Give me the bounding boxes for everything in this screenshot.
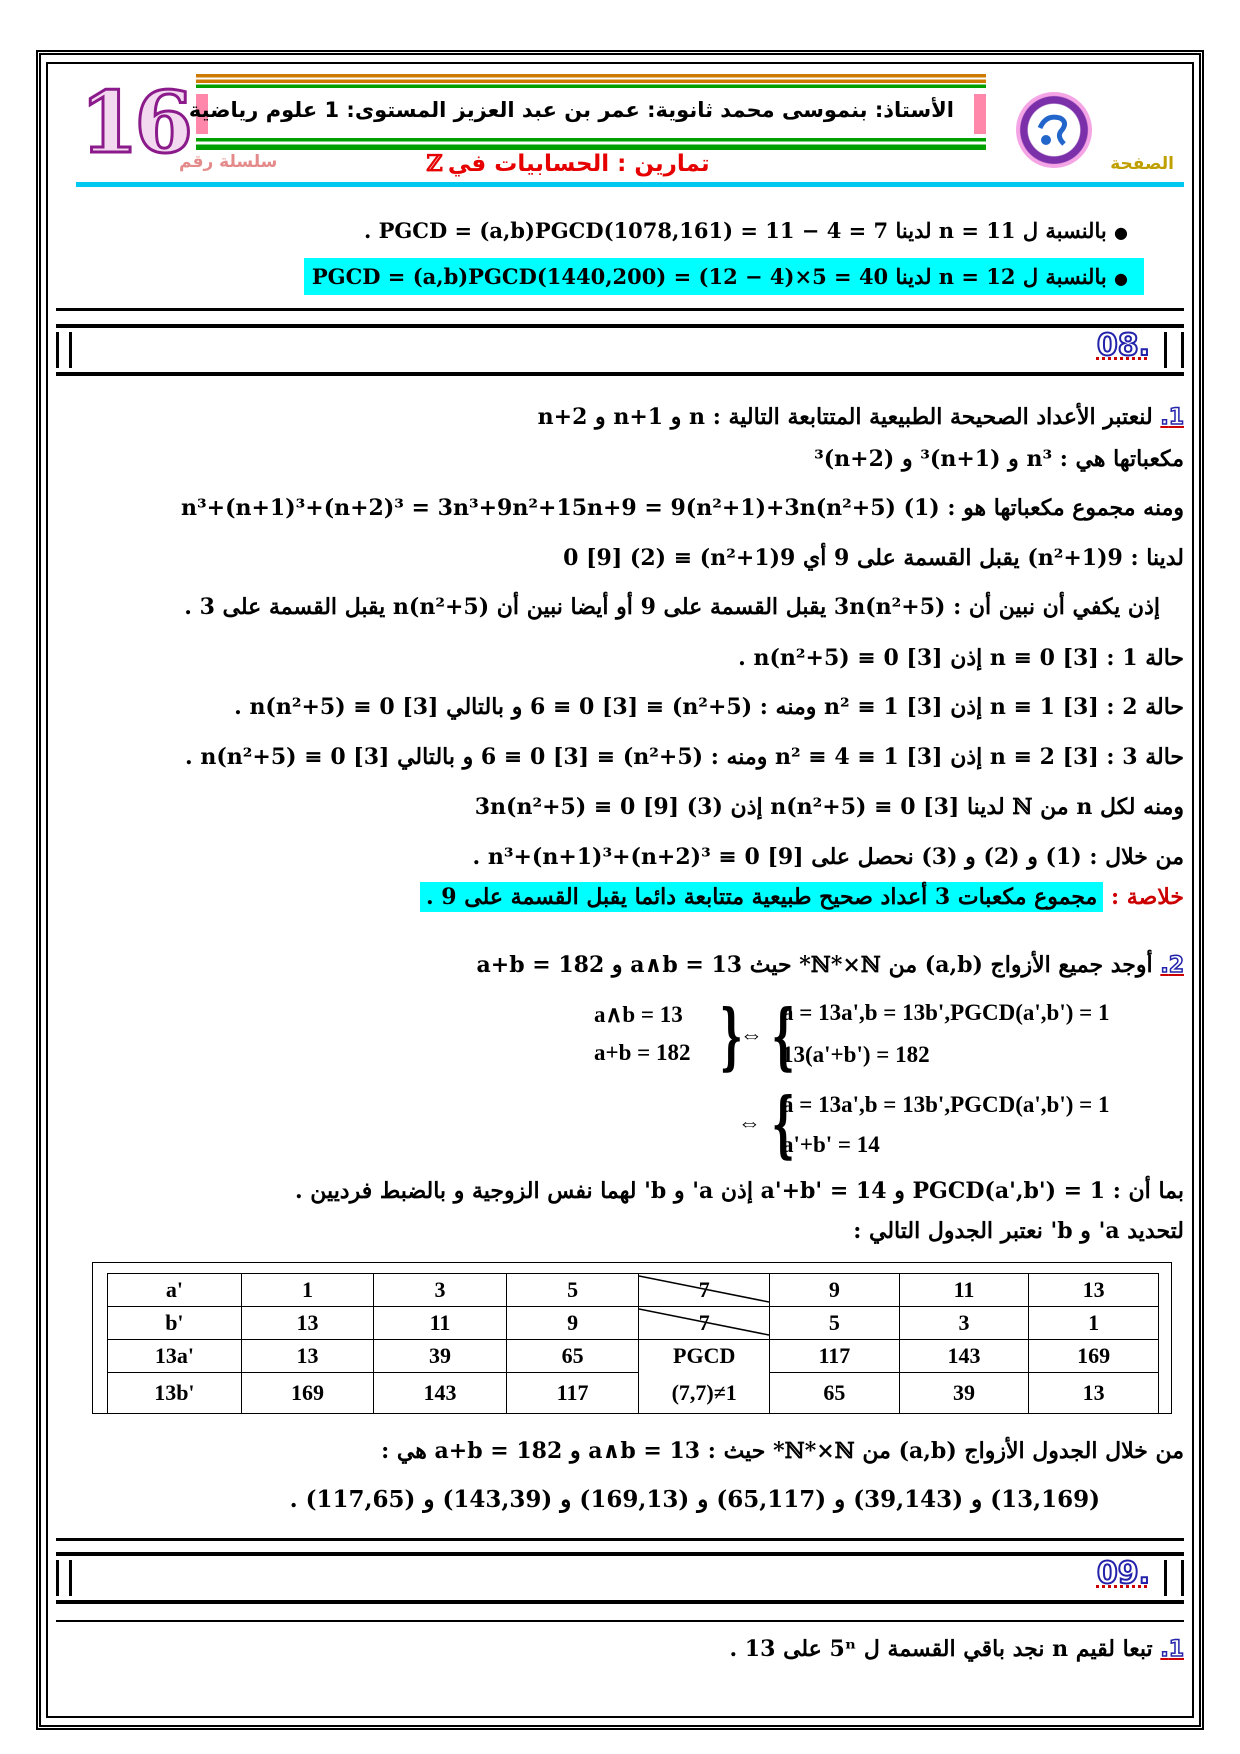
- divider: [56, 308, 1184, 311]
- school-logo: [1016, 92, 1092, 168]
- ex8-q1: [538, 404, 1184, 430]
- table-cell: 1: [1029, 1307, 1159, 1340]
- table-row: [108, 1340, 1159, 1373]
- ex9-q1: [729, 1636, 1184, 1662]
- system-left-2: a+b = 182: [594, 1040, 691, 1065]
- intro-line-2: [304, 258, 1144, 295]
- ex8-fromtable: من خلال الجدول الأزواج (a,b) من ℕ*×ℕ* حيث : a∧b = 13 و a+b = 182 هي :: [381, 1438, 1184, 1464]
- table-cell: 3: [374, 1274, 507, 1307]
- intro-line-1-text: بالنسبة ل n = 11 لدينا 7 = 4 − 11 = (1078,161)PGCD = (a,b)PGCD .: [363, 218, 1107, 243]
- pairs-table-box: [92, 1262, 1172, 1414]
- band-edge-left: [56, 332, 72, 368]
- pairs-table: [107, 1273, 1159, 1414]
- section-08-band: [56, 324, 1184, 376]
- page-number: 16: [80, 73, 189, 172]
- table-cell: 169: [241, 1373, 374, 1414]
- header-stripe-bottom: [196, 138, 986, 150]
- ex8-q2: [477, 952, 1185, 978]
- band-edge-left: [56, 1560, 72, 1596]
- band-edge-right: [1164, 1560, 1184, 1596]
- ex8-q2-text: أوجد جميع الأزواج (a,b) من ℕ*×ℕ* حيث a∧b = 13 و a+b = 182: [476, 952, 1153, 978]
- ex8-cubes: مكعباتها هي : n³ و (n+1)³ و (n+2)³: [814, 446, 1184, 472]
- bullet-icon: ●: [1114, 269, 1128, 288]
- teacher-line: الأستاذ: بنموسى محمد ثانوية: عمر بن عبد العزيز المستوى: 1 علوم رياضية: [188, 98, 954, 122]
- ex9-q1-number: 1.: [1160, 1637, 1184, 1662]
- table-row: [108, 1307, 1159, 1340]
- logo-icon: [1016, 92, 1092, 168]
- teacher-box: [188, 94, 986, 134]
- intro-line-1: [364, 218, 1128, 243]
- table-cell: 5: [506, 1274, 639, 1307]
- divider: [56, 1620, 1184, 1622]
- table-cell: 3: [899, 1307, 1029, 1340]
- table-cell: 39: [899, 1373, 1029, 1414]
- table-cell: 13: [241, 1307, 374, 1340]
- ex8-sum: ومنه مجموع مكعباتها هو : n³+(n+1)³+(n+2)³ = 3n³+9n²+15n+9 = 9(n²+1)+3n(n²+5) (1): [181, 495, 1184, 521]
- table-cell: 65: [506, 1340, 639, 1373]
- ex8-pairs: (13,169) و (39,143) و (65,117) و (169,13) و (143,39) و (117,65) .: [289, 1486, 1100, 1513]
- table-cell-crossed: [639, 1307, 770, 1340]
- conclusion-label: خلاصة :: [1111, 884, 1184, 910]
- table-cell: a': [108, 1274, 242, 1307]
- header-cyan-bar: [76, 182, 1184, 187]
- system-mid-2: 13(a'+b') = 182: [782, 1042, 930, 1067]
- table-cell: 39: [374, 1340, 507, 1373]
- table-cell: 143: [899, 1340, 1029, 1373]
- ex8-since: بما أن : PGCD(a',b') = 1 و a'+b' = 14 إذن a' و b' لهما نفس الزوجية و بالضبط فرديين .: [294, 1178, 1184, 1204]
- page-label: الصفحة: [1110, 154, 1174, 174]
- table-row: [108, 1274, 1159, 1307]
- table-cell: 11: [374, 1307, 507, 1340]
- title-symbol: ℤ: [426, 150, 443, 177]
- ex8-todetermine: لتحديد a' و b' نعتبر الجدول التالي :: [853, 1218, 1184, 1244]
- table-cell: 65: [770, 1373, 900, 1414]
- table-cell: 9: [506, 1307, 639, 1340]
- table-cell: 13a': [108, 1340, 242, 1373]
- ex8-suffice: إذن يكفي أن نبين أن : 3n(n²+5) يقبل القسمة على 9 أو أيضا نبين أن n(n²+5) يقبل القسمة على 3 .: [184, 594, 1160, 620]
- system-mid-1: a = 13a',b = 13b',PGCD(a',b') = 1: [782, 1000, 1110, 1025]
- table-cell: 13: [1029, 1373, 1159, 1414]
- table-cell: 117: [770, 1340, 900, 1373]
- page-title: [426, 150, 710, 177]
- intro-line-2-text: بالنسبة ل n = 12 لدينا 40 = 5×(4 − 12) = (1440,200)PGCD = (a,b)PGCD: [311, 264, 1107, 289]
- table-cell: 5: [770, 1307, 900, 1340]
- right-brace: }: [719, 993, 743, 1078]
- series-label: سلسلة رقم: [179, 152, 278, 172]
- band-edge-right: [1164, 332, 1184, 368]
- crossed-value: 7: [698, 1277, 710, 1302]
- ex8-q1-text: لنعتبر الأعداد الصحيحة الطبيعية المتتابعة التالية : n و n+1 و n+2: [537, 404, 1153, 430]
- section-09-band: [56, 1552, 1184, 1604]
- system-block: [580, 993, 1160, 1166]
- equiv-2: ⇔: [738, 1110, 761, 1135]
- section-08-number: 08.: [1096, 328, 1150, 363]
- crossed-value: 7: [698, 1310, 710, 1335]
- system-bot-1: a = 13a',b = 13b',PGCD(a',b') = 1: [782, 1092, 1110, 1117]
- ex8-case-2: حالة 2 : n ≡ 1 [3] إذن n² ≡ 1 [3] ومنه : (n²+5) ≡ 6 ≡ 0 [3] و بالتالي n(n²+5) ≡ 0 [3] .: [234, 694, 1184, 720]
- table-row: [108, 1373, 1159, 1414]
- ex9-q1-text: تبعا لقيم n نجد باقي القسمة ل 5ⁿ على 13 .: [729, 1636, 1153, 1662]
- table-cell: 9: [770, 1274, 900, 1307]
- table-cell: 117: [506, 1373, 639, 1414]
- table-cell: 13: [241, 1340, 374, 1373]
- system-left-1: a∧b = 13: [594, 1002, 683, 1027]
- bullet-icon: ●: [1114, 223, 1128, 242]
- table-cell: 143: [374, 1373, 507, 1414]
- left-brace-1: {: [771, 993, 795, 1078]
- table-cell: b': [108, 1307, 242, 1340]
- table-cell-crossed: [639, 1274, 770, 1307]
- table-cell-pgcd-value: (7,7)≠1: [639, 1373, 770, 1414]
- ex8-through: من خلال : (1) و (2) و (3) نحصل على n³+(n+1)³+(n+2)³ ≡ 0 [9] .: [472, 844, 1184, 870]
- ex8-have: لدينا : 9(n²+1) يقبل القسمة على 9 أي 9(n²+1) ≡ 0 [9] (2): [563, 545, 1184, 571]
- table-cell-pgcd: PGCD: [639, 1340, 770, 1373]
- conclusion-text: مجموع مكعبات 3 أعداد صحيح طبيعية متتابعة دائما يقبل القسمة على 9 .: [420, 882, 1103, 912]
- ex8-q2-number: 2.: [1160, 953, 1184, 978]
- table-cell: 1: [241, 1274, 374, 1307]
- ex8-forall: ومنه لكل n من ℕ لدينا n(n²+5) ≡ 0 [3] إذن 3n(n²+5) ≡ 0 [9] (3): [474, 794, 1184, 820]
- section-09-number: 09.: [1096, 1556, 1150, 1591]
- ex8-case-1: حالة 1 : n ≡ 0 [3] إذن n(n²+5) ≡ 0 [3] .: [738, 645, 1184, 671]
- title-text: تمارين : الحسابيات في: [447, 151, 710, 177]
- system-bot-2: a'+b' = 14: [782, 1132, 880, 1157]
- ex8-case-3: حالة 3 : n ≡ 2 [3] إذن n² ≡ 4 ≡ 1 [3] ومنه : (n²+5) ≡ 6 ≡ 0 [3] و بالتالي n(n²+5) ≡ 0 [3] .: [185, 744, 1184, 770]
- header: [56, 72, 1184, 202]
- table-cell: 13: [1029, 1274, 1159, 1307]
- table-cell: 13b': [108, 1373, 242, 1414]
- divider: [56, 1538, 1184, 1541]
- ex8-conclusion: [420, 884, 1184, 910]
- left-brace-2: {: [771, 1081, 795, 1166]
- header-stripe-top: [196, 74, 986, 88]
- table-cell: 169: [1029, 1340, 1159, 1373]
- table-cell: 11: [899, 1274, 1029, 1307]
- equiv-1: ⇔: [740, 1022, 763, 1047]
- ex8-q1-number: 1.: [1160, 405, 1184, 430]
